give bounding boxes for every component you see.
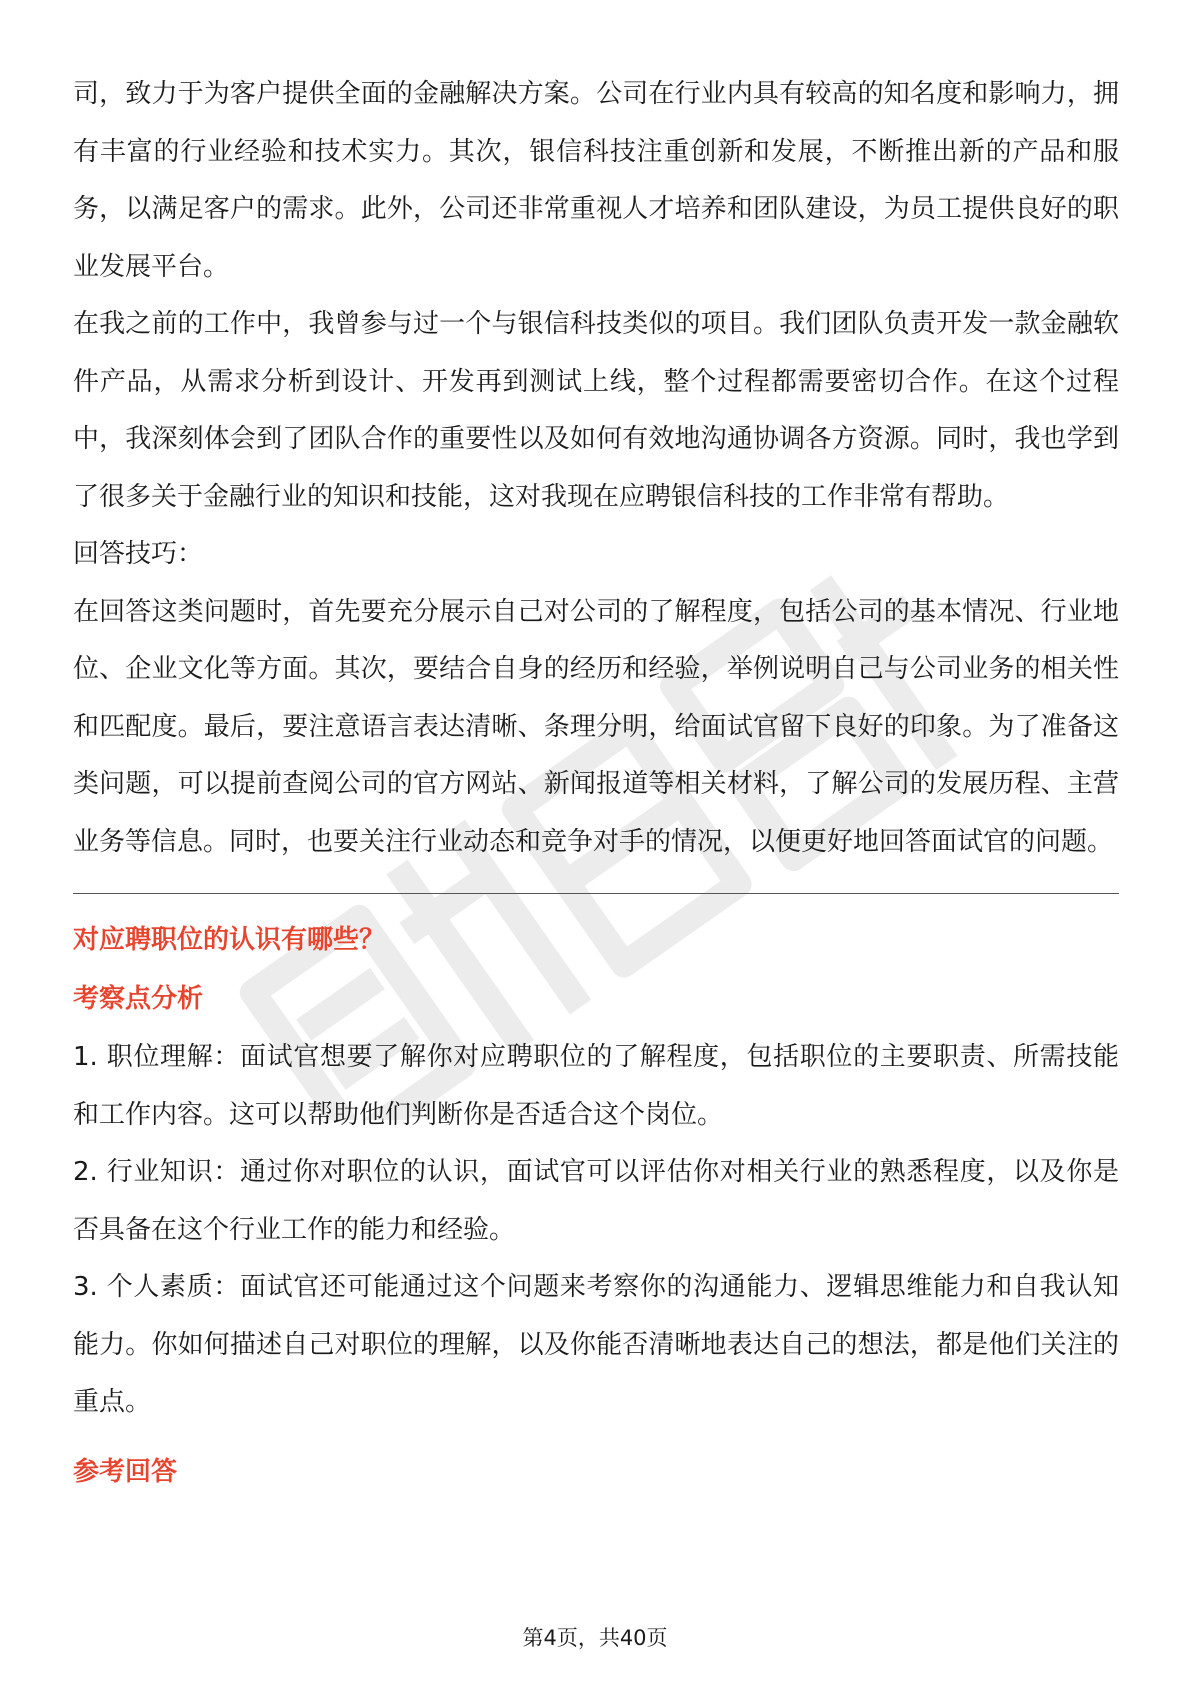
body-paragraph-1: 司，致力于为客户提供全面的金融解决方案。公司在行业内具有较高的知名度和影响力，拥有丰富的行业经验和技术实力。其次，银信科技注重创新和发展，不断推出新的产品和服务，以满足客户的需求。此外，公司还非常重视人才培养和团队建设，为员工提供良好的职业发展平台。 <box>73 79 1119 282</box>
question-title: 对应聘职位的认识有哪些？ <box>73 925 386 955</box>
reference-answer-heading: 参考回答 <box>73 1456 178 1487</box>
tips-label: 回答技巧： <box>73 539 204 569</box>
analysis-point-3: 3. 个人素质：面试官还可能通过这个问题来考察你的沟通能力、逻辑思维能力和自我认知能力。你如何描述自己对职位的理解，以及你能否清晰地表达自己的想法，都是他们关注的重点。 <box>73 1272 1119 1417</box>
tips-paragraph: 在回答这类问题时，首先要充分展示自己对公司的了解程度，包括公司的基本情况、行业地位、企业文化等方面。其次，要结合自身的经历和经验，举例说明自己与公司业务的相关性和匹配度。最后，要注意语言表达清晰、条理分明，给面试官留下良好的印象。为了准备这类问题，可以提前查阅公司的官方网站、新闻报道等相关材料，了解公司的发展历程、主营业务等信息。同时，也要关注行业动态和竞争对手的情况，以便更好地回答面试官的问题。 <box>73 596 1119 857</box>
analysis-point-2: 2. 行业知识：通过你对职位的认识，面试官可以评估你对相关行业的熟悉程度，以及你是否具备在这个行业工作的能力和经验。 <box>73 1157 1119 1245</box>
analysis-heading: 考察点分析 <box>73 984 204 1014</box>
page-footer: 第4页，共40页 <box>522 1626 668 1650</box>
analysis-point-1: 1. 职位理解：面试官想要了解你对应聘职位的了解程度，包括职位的主要职责、所需技能和工作内容。这可以帮助他们判断你是否适合这个岗位。 <box>73 1042 1119 1130</box>
document-body <box>73 66 1119 1502</box>
body-paragraph-2: 在我之前的工作中，我曾参与过一个与银信科技类似的项目。我们团队负责开发一款金融软件产品，从需求分析到设计、开发再到测试上线，整个过程都需要密切合作。在这个过程中，我深刻体会到了团队合作的重要性以及如何有效地沟通协调各方资源。同时，我也学到了很多关于金融行业的知识和技能，这对我现在应聘银信科技的工作非常有帮助。 <box>73 309 1119 512</box>
section-divider <box>73 893 1119 894</box>
